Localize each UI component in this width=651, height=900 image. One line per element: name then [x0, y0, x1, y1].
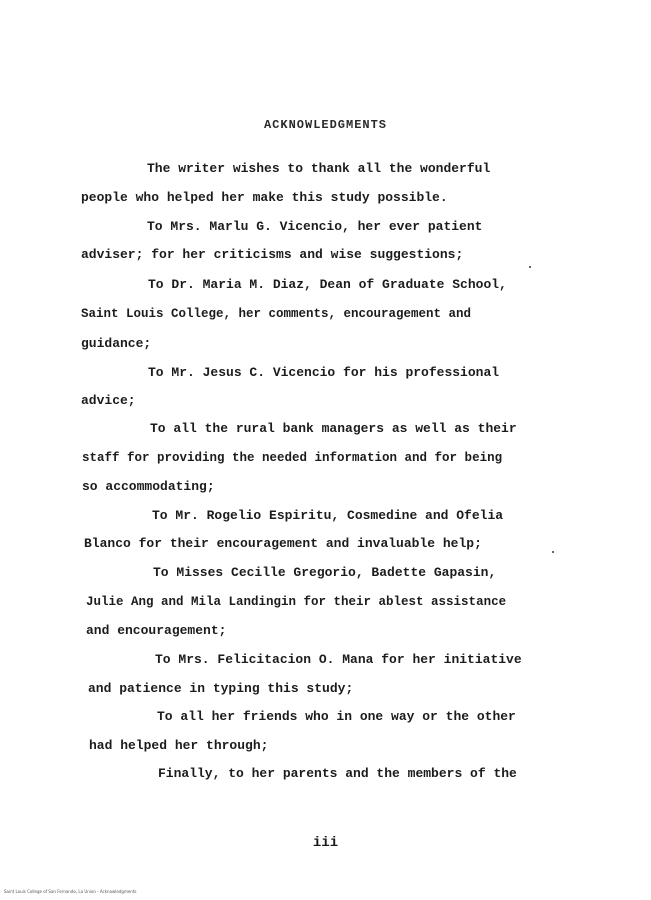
page-number: iii [312, 835, 339, 851]
text-line: had helped her through; [89, 738, 269, 753]
scan-footer: Saint Louis College of San Fernando, La Union - Acknowledgments [4, 889, 137, 894]
text-line: To Dr. Maria M. Diaz, Dean of Graduate School, [148, 277, 507, 292]
text-line: Blanco for their encouragement and invaluable help; [84, 536, 482, 551]
page-title: ACKNOWLEDGMENTS [263, 118, 388, 132]
text-line: To Mr. Rogelio Espiritu, Cosmedine and Ofelia [152, 508, 504, 523]
text-line: advice; [81, 393, 136, 408]
text-line: staff for providing the needed information and for being [82, 451, 503, 465]
text-line: The writer wishes to thank all the wonderful [147, 161, 491, 176]
text-line: and patience in typing this study; [88, 681, 354, 696]
scan-speck [552, 551, 554, 553]
text-line: adviser; for her criticisms and wise suggestions; [81, 247, 464, 262]
text-line: so accommodating; [82, 479, 215, 494]
text-line: To Misses Cecille Gregorio, Badette Gapasin, [153, 565, 497, 580]
text-line: To Mrs. Marlu G. Vicencio, her ever patient [147, 219, 483, 234]
text-line: people who helped her make this study possible. [81, 190, 448, 205]
text-line: To all her friends who in one way or the other [157, 709, 516, 724]
text-line: Julie Ang and Mila Landingin for their ablest assistance [86, 595, 507, 609]
text-line: To all the rural bank managers as well as their [150, 421, 517, 436]
text-line: Saint Louis College, her comments, encouragement and [81, 307, 472, 321]
text-line: To Mr. Jesus C. Vicencio for his professional [148, 365, 500, 380]
text-line: Finally, to her parents and the members of the [158, 766, 517, 781]
text-line: guidance; [81, 336, 152, 351]
text-line: To Mrs. Felicitacion O. Mana for her initiative [155, 652, 522, 667]
scan-speck [529, 266, 531, 268]
text-line: and encouragement; [86, 623, 227, 638]
